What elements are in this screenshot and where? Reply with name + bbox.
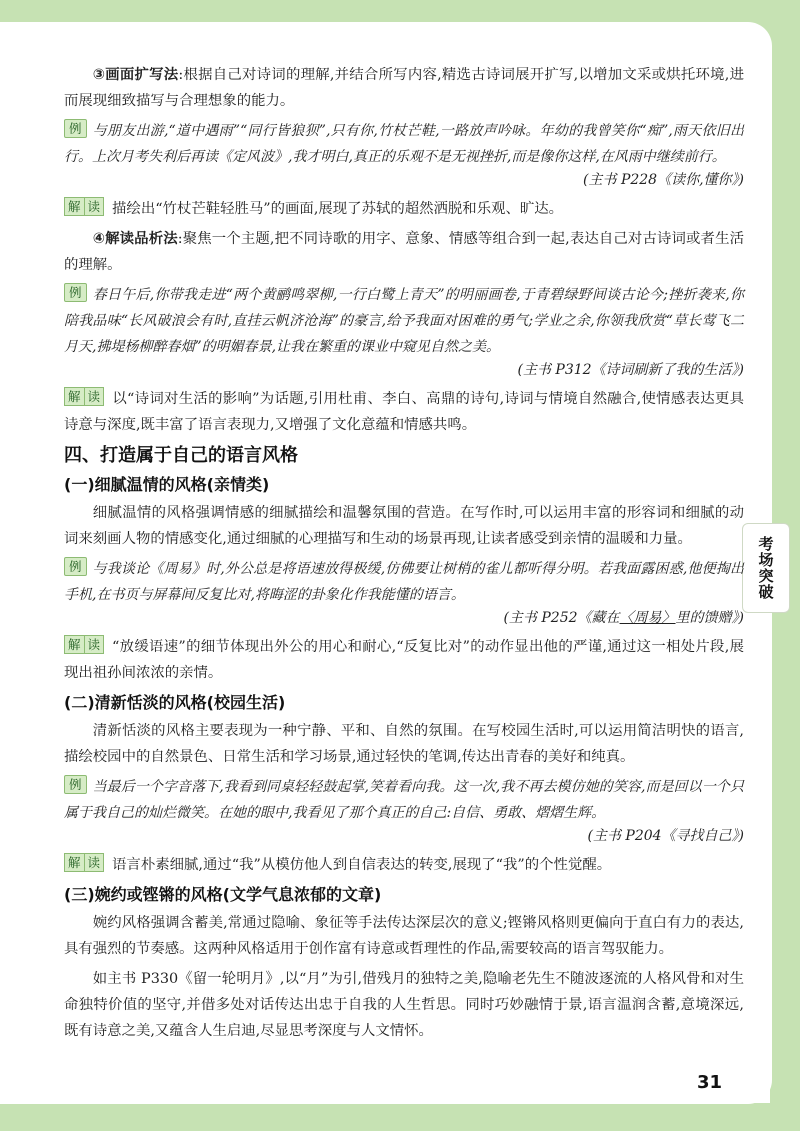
interpretation-tag-a: 解 <box>64 197 85 216</box>
interpretation-text-4: 语言朴素细腻,通过“我”从模仿他人到自信表达的转变,展现了“我”的个性觉醒。 <box>112 857 612 873</box>
example-block-3 <box>64 556 744 630</box>
method-text-3: :根据自己对诗词的理解,并结合所写内容,精选古诗词展开扩写,以增加文采或烘托环境,进而展现细致描写与合理想象的能力。 <box>64 67 744 109</box>
example-source-3-post: 里的馈赠》) <box>675 610 744 626</box>
example-source-3 <box>64 606 744 630</box>
interpretation-text-2: 以“诗词对生活的影响”为话题,引用杜甫、李白、高鼎的诗句,诗词与情境自然融合,使情感表达更具诗意与深度,既丰富了语言表现力,又增强了文化意蕴和情感共鸣。 <box>64 391 744 433</box>
interpretation-tag-a: 解 <box>64 387 85 406</box>
interpretation-tag-b: 读 <box>85 853 105 872</box>
example-source-4: (主书 P204《寻找自己》) <box>587 828 744 844</box>
interpretation-tag <box>64 853 104 872</box>
example-tag: 例 <box>64 557 87 576</box>
subsection-paragraph-3: 婉约风格强调含蓄美,常通过隐喻、象征等手法传达深层次的意义;铿锵风格则更偏向于直白有力的表达,具有强烈的节奏感。这两种风格适用于创作富有诗意或哲理性的作品,需要较高的语言驾驭能力。 <box>64 915 744 957</box>
subsection-heading-2: (二)清新恬淡的风格(校园生活) <box>64 693 286 712</box>
interpretation-text-1: 描绘出“竹杖芒鞋轻胜马”的画面,展现了苏轼的超然洒脱和乐观、旷达。 <box>112 201 564 217</box>
interpretation-tag-a: 解 <box>64 635 85 654</box>
interpretation-1 <box>64 196 744 222</box>
interpretation-tag <box>64 197 104 216</box>
page-content <box>64 62 744 1048</box>
example-source-3-pre: (主书 P252《藏在 <box>503 610 620 626</box>
method-paragraph-4 <box>64 226 744 278</box>
interpretation-3 <box>64 634 744 686</box>
example-tag: 例 <box>64 119 87 138</box>
example-text-1: 与朋友出游,“道中遇雨”“同行皆狼狈”,只有你,竹杖芒鞋,一路放声吟咏。年幼的我曾笑你“痴”,雨天依旧出行。上次月考失利后再读《定风波》,我才明白,真正的乐观不是无视挫折,而是像你这样,在风雨中继续前行。 <box>64 123 744 165</box>
method-paragraph-3 <box>64 62 744 114</box>
interpretation-tag-b: 读 <box>85 387 105 406</box>
interpretation-tag-a: 解 <box>64 853 85 872</box>
method-lead-4: ④解读品析法 <box>92 231 178 247</box>
example-block-2 <box>64 282 744 382</box>
method-text-4: :聚焦一个主题,把不同诗歌的用字、意象、情感等组合到一起,表达自己对古诗词或者生活的理解。 <box>64 231 745 273</box>
method-lead-3: ③画面扩写法 <box>92 67 179 83</box>
subsection-heading-3: (三)婉约或铿锵的风格(文学气息浓郁的文章) <box>64 885 382 904</box>
example-text-3: 与我谈论《周易》时,外公总是将语速放得极缓,仿佛要让树梢的雀儿都听得分明。若我面露困惑,他便掏出手机,在书页与屏幕间反复比对,将晦涩的卦象化作我能懂的语言。 <box>64 561 744 603</box>
example-text-4: 当最后一个字音落下,我看到同桌轻轻鼓起掌,笑着看向我。这一次,我不再去模仿她的笑容,而是回以一个只属于我自己的灿烂微笑。在她的眼中,我看见了那个真正的自己:自信、勇敢、熠熠生辉。 <box>64 779 744 821</box>
example-block-4 <box>64 774 744 848</box>
example-tag: 例 <box>64 283 87 302</box>
subsection-paragraph-4: 如主书 P330《留一轮明月》,以“月”为引,借残月的独特之美,隐喻老先生不随波逐流的人格风骨和对生命独特价值的坚守,并借多处对话传达出忠于自我的人生哲思。同时巧妙融情于景,语言温润含蓄,意境深远,既有诗意之美,又蕴含人生启迪,尽显思考深度与人文情怀。 <box>64 971 744 1039</box>
side-tab-label: 考场突破 <box>742 523 790 613</box>
example-source-2: (主书 P312《诗词刷新了我的生活》) <box>517 362 744 378</box>
bottom-decor-band <box>0 1103 800 1131</box>
interpretation-4 <box>64 852 744 878</box>
example-text-2: 春日午后,你带我走进“两个黄鹂鸣翠柳,一行白鹭上青天”的明丽画卷,于青碧绿野间谈古论今;挫折袭来,你陪我品味“长风破浪会有时,直挂云帆济沧海”的豪言,给予我面对困难的勇气;学业之余,你领我欣赏“草长莺飞二月天,拂堤杨柳醉春烟”的明媚春景,让我在繁重的课业中窥见自然之美。 <box>64 287 744 355</box>
example-source-1: (主书 P228《读你,懂你》) <box>583 172 744 188</box>
interpretation-2 <box>64 386 744 438</box>
example-block-1 <box>64 118 744 192</box>
page-number: 31 <box>696 1072 722 1093</box>
interpretation-tag <box>64 635 104 654</box>
interpretation-tag-b: 读 <box>85 635 105 654</box>
example-source-3-underlined: 〈周易〉 <box>619 610 676 626</box>
section-heading-4: 四、打造属于自己的语言风格 <box>64 445 298 466</box>
interpretation-tag <box>64 387 104 406</box>
subsection-paragraph-1: 细腻温情的风格强调情感的细腻描绘和温馨氛围的营造。在写作时,可以运用丰富的形容词和细腻的动词来刻画人物的情感变化,通过细腻的心理描写和生动的场景再现,让读者感受到亲情的温暖和力量。 <box>64 505 744 547</box>
interpretation-tag-b: 读 <box>85 197 105 216</box>
subsection-heading-1: (一)细腻温情的风格(亲情类) <box>64 475 270 494</box>
subsection-paragraph-2: 清新恬淡的风格主要表现为一种宁静、平和、自然的氛围。在写校园生活时,可以运用简洁明快的语言,描绘校园中的自然景色、日常生活和学习场景,通过轻快的笔调,传达出青春的美好和纯真。 <box>64 723 744 765</box>
example-tag: 例 <box>64 775 87 794</box>
interpretation-text-3: “放缓语速”的细节体现出外公的用心和耐心,“反复比对”的动作显出他的严谨,通过这一相处片段,展现出祖孙间浓浓的亲情。 <box>64 639 744 681</box>
